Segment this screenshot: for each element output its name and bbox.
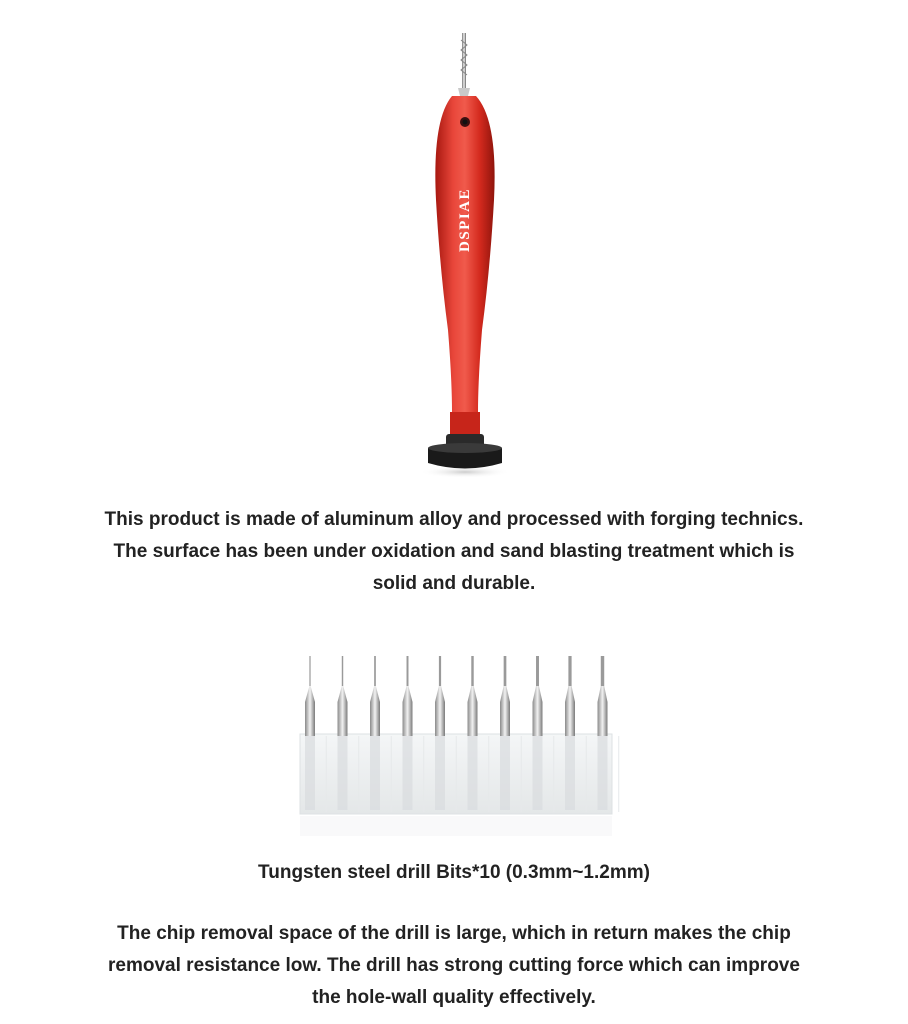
- product-description-2: [40, 918, 868, 1014]
- description-line: The surface has been under oxidation and sand blasting treatment which is: [113, 541, 795, 562]
- brand-mark: DSPIAE: [457, 187, 473, 252]
- bits-caption: Tungsten steel drill Bits*10 (0.3mm~1.2mm): [258, 862, 650, 883]
- chuck-tip: [458, 88, 470, 96]
- product-description-1: [40, 504, 868, 600]
- drill-bits-image: [290, 650, 620, 840]
- description-line: solid and durable.: [372, 573, 536, 594]
- description-line: removal resistance low. The drill has strong cutting force which can improve: [108, 955, 800, 976]
- drill-handle: [435, 96, 494, 412]
- description-line: This product is made of aluminum alloy and processed with forging technics.: [104, 509, 804, 530]
- handle-neck: [450, 412, 480, 436]
- description-line: The chip removal space of the drill is large, which in return makes the chip: [117, 923, 791, 944]
- description-line: the hole-wall quality effectively.: [312, 987, 596, 1008]
- hand-drill-image: [0, 0, 908, 500]
